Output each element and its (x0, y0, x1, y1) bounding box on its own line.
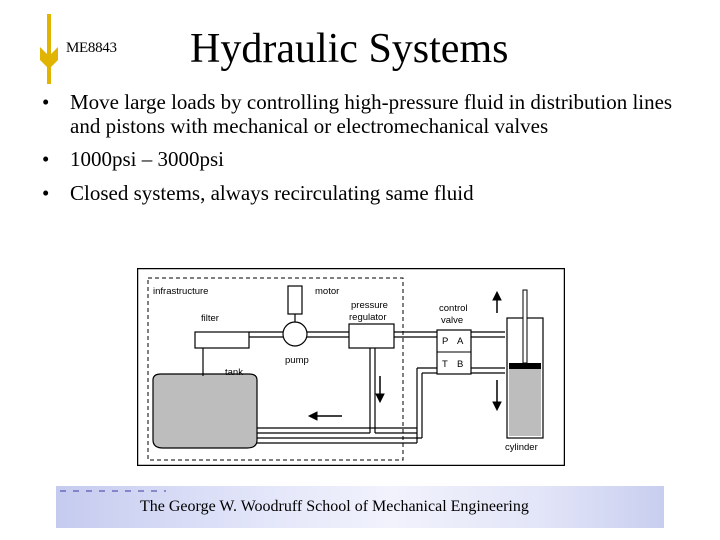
pressure-label: pressure (351, 300, 388, 311)
control-label: control (439, 303, 468, 314)
tank-shape (153, 374, 257, 448)
pump-shape (283, 322, 307, 346)
filter-shape (195, 332, 249, 348)
bullet-list (42, 90, 682, 215)
tank-label: tank (225, 367, 243, 378)
motor-shape (288, 286, 302, 314)
pressure-regulator-shape (349, 324, 394, 348)
cylinder-label: cylinder (505, 442, 538, 453)
hydraulic-system-diagram (137, 268, 565, 466)
bullet-item: • Closed systems, always recirculating same fluid (42, 181, 682, 205)
infrastructure-label: infrastructure (153, 286, 209, 297)
valve-label: valve (441, 315, 464, 326)
bullet-item: • Move large loads by controlling high-pressure fluid in distribution lines and pistons with mechanical or electromechanical valves (42, 90, 682, 138)
regulator-label: regulator (349, 312, 387, 323)
footer-dashes (56, 484, 166, 496)
bullet-item: • 1000psi – 3000psi (42, 147, 682, 171)
footer-text: The George W. Woodruff School of Mechanical Engineering (140, 498, 529, 515)
course-code: ME8843 (66, 40, 117, 56)
port-p-label: P (442, 336, 449, 347)
filter-label: filter (201, 313, 219, 324)
slide-title: Hydraulic Systems (190, 26, 509, 72)
port-b-label: B (457, 359, 464, 370)
georgia-tech-logo-icon (38, 14, 60, 84)
port-t-label: T (442, 359, 448, 370)
motor-label: motor (315, 286, 340, 297)
piston-shape (509, 363, 541, 369)
port-a-label: A (457, 336, 464, 347)
pump-label: pump (285, 355, 309, 366)
